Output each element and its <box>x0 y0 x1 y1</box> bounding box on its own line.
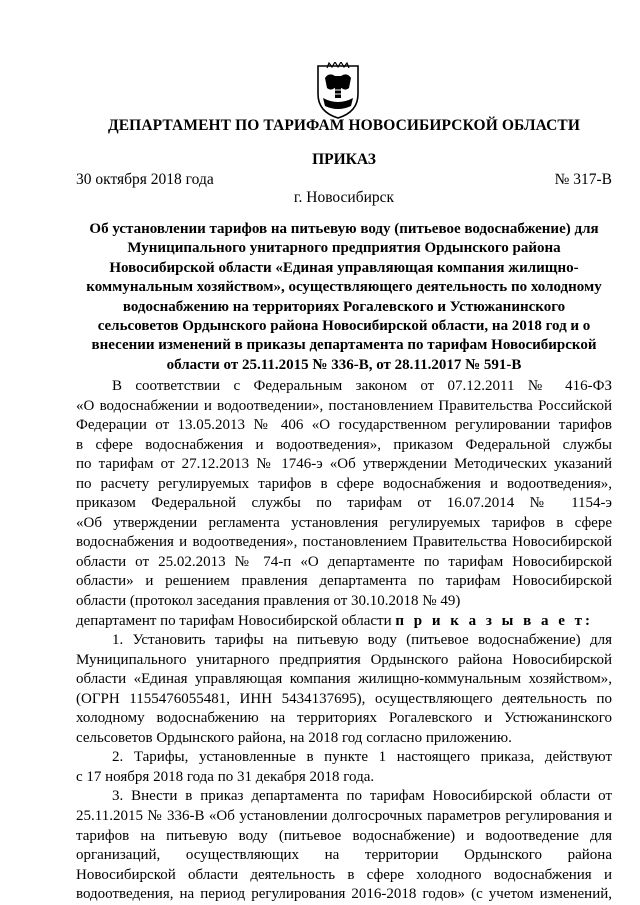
document-body <box>76 377 612 905</box>
item1-line: Муниципального унитарного предприятия Ордынского района Новосибирской <box>76 651 612 668</box>
item1-line: (ОГРН 1155476055481, ИНН 5434137695), осуществляющего деятельность по <box>76 690 612 707</box>
coat-of-arms-icon <box>315 62 361 120</box>
document-city: г. Новосибирск <box>293 189 395 206</box>
preamble-line: области от 25.02.2013 № 74-п «О департаменте по тарифам Новосибирской <box>76 553 612 570</box>
preamble-line: Федерации от 13.05.2013 № 406 «О государственном регулировании тарифов <box>76 417 612 434</box>
item3-line: 25.11.2015 № 336-В «Об установлении долгосрочных параметров регулирования и <box>76 808 612 825</box>
preamble-line: «О водоснабжении и водоотведении», постановлением Правительства Российской <box>76 397 612 414</box>
document-number: № 317-В <box>554 171 612 188</box>
title-line: области от 25.11.2015 № 336-В, от 28.11.2017 № 591-В <box>166 356 522 373</box>
title-line: Муниципального унитарного предприятия Ордынского района <box>127 240 561 257</box>
order-line-prefix: департамент по тарифам Новосибирской области <box>76 612 396 629</box>
item1-line: сельсоветов Ордынского района, на 2018 год согласно приложению. <box>76 729 512 746</box>
item3-line: 3. Внести в приказ департамента по тарифам Новосибирской области от <box>112 788 612 805</box>
item2-line: с 17 ноября 2018 года по 31 декабря 2018 года. <box>76 768 375 785</box>
item1-line: области «Единая управляющая компания жилищно-коммунальным хозяйством», <box>76 671 612 688</box>
order-line <box>76 612 612 632</box>
preamble-line: по расчету регулируемых тарифов в сфере водоснабжения и водоотведения», <box>76 475 612 492</box>
item3-line: организаций, осуществляющих на территории Ордынского района <box>76 847 612 864</box>
title-line: коммунальным хозяйством», осуществляющего деятельность по холодному <box>86 279 602 296</box>
department-name: ДЕПАРТАМЕНТ ПО ТАРИФАМ НОВОСИБИРСКОЙ ОБЛАСТИ <box>107 117 581 134</box>
preamble-line: по тарифам от 27.12.2013 № 1746-э «Об утверждении Методических указаний <box>76 456 612 473</box>
item3-line: Новосибирской области деятельность в сфере холодного водоснабжения и <box>76 866 612 883</box>
title-line: Об установлении тарифов на питьевую воду (питьевое водоснабжение) для <box>89 221 599 237</box>
preamble-line: области (протокол заседания правления от 30.10.2018 № 49) <box>76 593 461 610</box>
title-line: Новосибирской области «Единая управляющая компания жилищно- <box>109 259 579 276</box>
item3-line: тарифов на питьевую воду (питьевое водоснабжение) и водоотведение для <box>76 827 612 844</box>
title-line: сельсоветов Ордынского района Новосибирской области, на 2018 год и о <box>97 318 591 335</box>
document-type: ПРИКАЗ <box>312 151 376 168</box>
preamble-line: водоснабжения и водоотведения», постановлением Правительства Новосибирской <box>76 534 612 551</box>
item1-line: холодному водоснабжению на территориях Рогалевского и Устюжанинского <box>76 710 612 727</box>
preamble-line: приказом Федеральной службы по тарифам от 16.07.2014 № 1154-э <box>76 495 612 512</box>
item1-line: 1. Установить тарифы на питьевую воду (питьевое водоснабжение) для <box>112 632 612 649</box>
preamble-line: «Об утверждении регламента установления регулируемых тарифов в сфере <box>76 514 612 531</box>
document-title <box>76 220 612 375</box>
preamble-line: в сфере водоснабжения и водоотведения», приказом Федеральной службы <box>76 436 612 453</box>
title-line: внесении изменений в приказы департамента по тарифам Новосибирской <box>91 337 597 354</box>
document-date: 30 октября 2018 года <box>76 171 214 188</box>
item2-line: 2. Тарифы, установленные в пункте 1 настоящего приказа, действуют <box>112 749 612 766</box>
preamble-line: В соответствии с Федеральным законом от 07.12.2011 № 416-ФЗ <box>112 378 612 394</box>
title-line: водоснабжению на территориях Рогалевского и Устюжанинского <box>122 298 566 315</box>
item3-line: водоотведения, на период регулирования 2016-2018 годов» (с учетом изменений, <box>76 886 612 903</box>
preamble-line: области» и решением правления департамента по тарифам Новосибирской <box>76 573 612 590</box>
order-word: п р и к а з ы в а е т: <box>395 612 593 629</box>
